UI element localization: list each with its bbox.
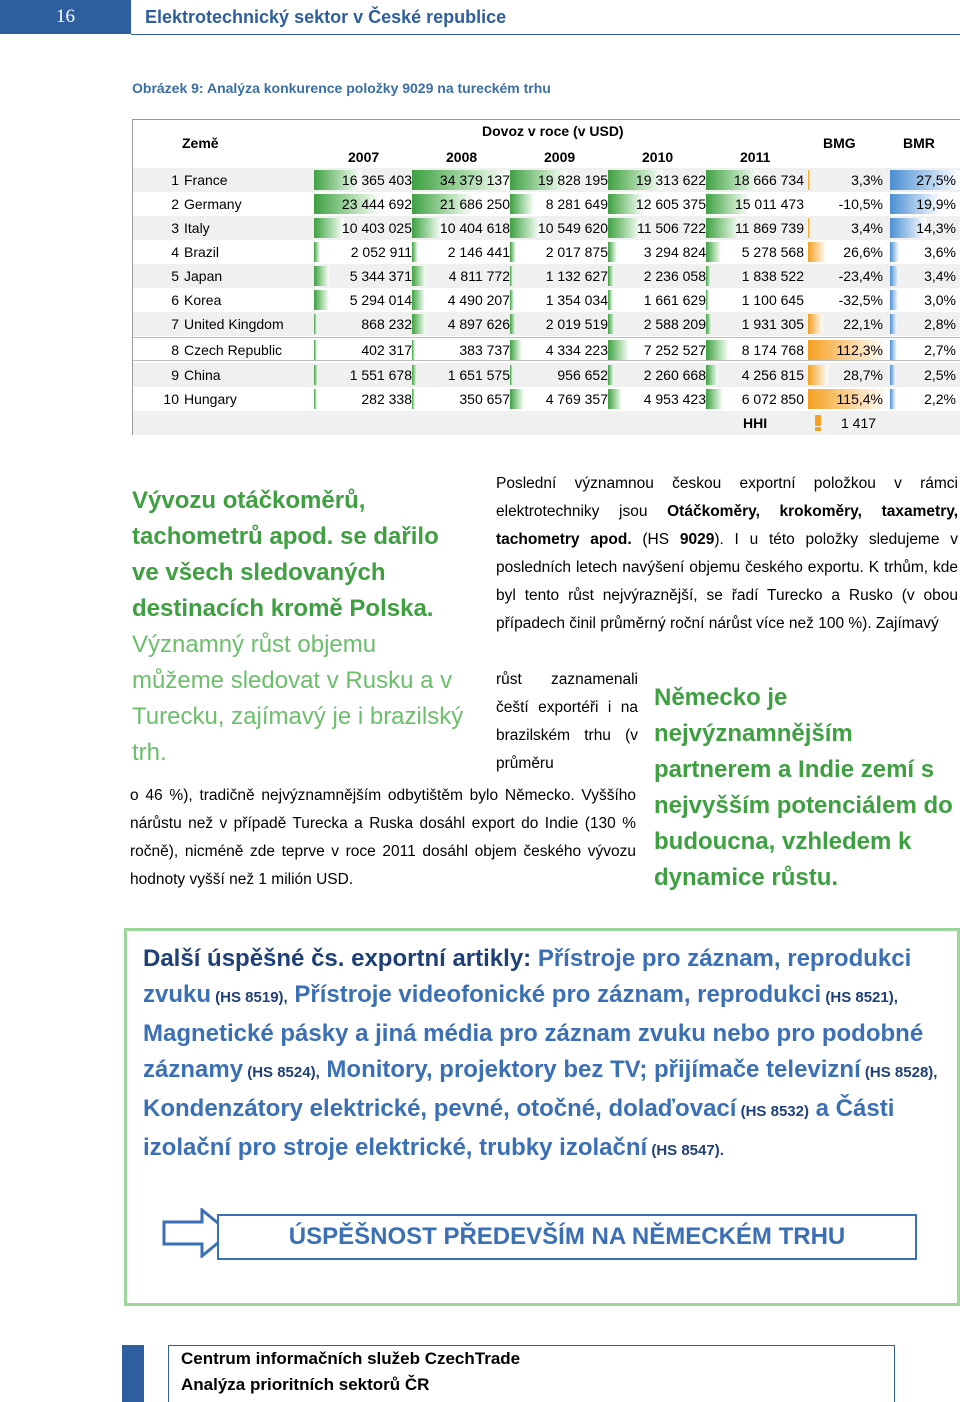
bmr-value: 3,4% <box>924 268 956 284</box>
hhi-label: HHI <box>743 415 768 431</box>
export-code: (HS 8521), <box>821 989 898 1006</box>
export-item: a Části izolační pro stroje elektrické, trubky izolační <box>143 1095 895 1161</box>
hhi-row <box>133 411 960 435</box>
import-value: 1 931 305 <box>741 316 804 332</box>
table-row <box>133 264 960 288</box>
para-bold-item: Otáčkoměry, krokoměry, taxametry, tachometry apod. <box>496 503 958 548</box>
para-text: ). I u této položky sledujeme v posledních letech navýšení objemu českého exportu. K trhům, kde byl tento růst nejvýraznější, se řadí Turecko a Rusko (v obou případech činil průměrný roční nárůst více než 100 %). Zajímavý <box>496 531 958 632</box>
export-code: (HS 8524), <box>243 1064 320 1081</box>
import-value: 8 174 768 <box>741 342 804 358</box>
export-item: Monitory, projektory bez TV; přijímače televizní <box>319 1056 861 1083</box>
paragraph-narrow: růst zaznamenali čeští exportéři i na brazilském trhu (v průměru <box>496 671 638 772</box>
table-row <box>133 216 960 240</box>
bmg-value: 115,4% <box>836 391 883 407</box>
table-row <box>133 192 960 216</box>
row-country: United Kingdom <box>184 316 284 332</box>
export-code: (HS 8528), <box>860 1064 938 1081</box>
import-value: 19 313 622 <box>635 172 706 188</box>
import-value: 1 100 645 <box>741 292 804 308</box>
import-value: 4 490 207 <box>447 292 510 308</box>
bmg-databar <box>808 218 811 238</box>
success-banner <box>217 1214 917 1260</box>
import-value: 4 953 423 <box>643 391 706 407</box>
export-code: (HS 8532) <box>736 1103 809 1120</box>
bmg-value: 3,3% <box>851 172 883 188</box>
exports-lead: Další úspěšné čs. <box>143 945 345 972</box>
import-value: 1 651 575 <box>447 367 510 383</box>
import-value: 10 403 025 <box>341 220 412 236</box>
page-header <box>0 0 960 34</box>
table-row <box>133 240 960 264</box>
import-value: 402 317 <box>361 342 412 358</box>
import-value: 15 011 473 <box>734 196 804 212</box>
import-value: 2 052 911 <box>350 244 412 260</box>
bmg-databar <box>808 170 811 190</box>
figure-caption: Obrázek 9: Analýza konkurence položky 9029 na tureckém trhu <box>132 80 551 96</box>
import-value: 2 260 668 <box>643 367 706 383</box>
import-value: 2 236 058 <box>643 268 706 284</box>
row-rank: 9 <box>171 367 179 383</box>
import-value: 2 019 519 <box>545 316 608 332</box>
paragraph-bottom: o 46 %), tradičně nejvýznamnějším odbytištěm bylo Německo. Vyššího nárůstu než v případě Turecka a Ruska dosáhl export do Indie (130 % ročně), nicméně zde teprve v roce 2011 dosáhl objem českého vývozu hodnoty vyšší než 1 milión USD. <box>130 787 636 888</box>
import-value: 1 551 678 <box>349 367 412 383</box>
row-country: China <box>184 367 221 383</box>
hhi-value: 1 417 <box>841 415 877 431</box>
export-code: (HS 8547). <box>647 1142 724 1159</box>
bmg-value: -32,5% <box>838 292 883 308</box>
import-databar <box>412 389 415 409</box>
bmr-value: 2,5% <box>924 367 956 383</box>
export-code: (HS 8519), <box>211 989 288 1006</box>
import-value: 1 132 627 <box>545 268 608 284</box>
exports-box <box>124 928 960 1306</box>
header-import: Dovoz v roce (v USD) <box>482 123 624 139</box>
para-text: Poslední významnou českou exportní položkou v rámci elektrotechniky jsou <box>496 475 958 520</box>
row-country: Hungary <box>184 391 237 407</box>
row-rank: 8 <box>171 342 179 358</box>
import-value: 868 232 <box>361 316 412 332</box>
table-row <box>133 363 960 387</box>
header-country: Země <box>182 135 219 151</box>
import-value: 5 294 014 <box>349 292 412 308</box>
callout-left-regular: Významný růst objemu můžeme sledovat v Rusku a v Turecku, zajímavý je i brazilský trh. <box>132 631 464 766</box>
import-value: 5 344 371 <box>349 268 412 284</box>
import-databar <box>706 290 709 310</box>
header-bmg: BMG <box>823 135 856 151</box>
row-rank: 3 <box>171 220 179 236</box>
bmg-value: -23,4% <box>838 268 883 284</box>
para-bold-hs: 9029 <box>679 531 715 548</box>
page-number: 16 <box>0 0 131 34</box>
import-value: 383 737 <box>459 342 510 358</box>
table-row <box>133 288 960 312</box>
export-item: Magnetické pásky a jiná média pro záznam zvuku nebo pro podobné záznamy <box>143 1020 924 1083</box>
row-rank: 10 <box>163 391 179 407</box>
import-value: 10 549 620 <box>537 220 608 236</box>
bmr-value: 19,9% <box>916 196 956 212</box>
import-value: 282 338 <box>361 391 412 407</box>
import-value: 350 657 <box>459 391 510 407</box>
import-value: 4 897 626 <box>447 316 510 332</box>
export-item: Přístroje pro záznam, reprodukci zvuku <box>143 945 912 1008</box>
import-value: 1 354 034 <box>545 292 608 308</box>
header-year-2010: 2010 <box>642 149 674 165</box>
import-value: 4 256 815 <box>741 367 804 383</box>
bmg-value: 26,6% <box>843 244 883 260</box>
row-country: Italy <box>184 220 210 236</box>
import-value: 10 404 618 <box>439 220 510 236</box>
import-value: 1 838 522 <box>741 268 804 284</box>
import-value: 11 869 739 <box>734 220 804 236</box>
bmr-value: 2,7% <box>924 342 956 358</box>
import-value: 6 072 850 <box>741 391 804 407</box>
exports-list <box>143 941 943 1169</box>
competition-table <box>132 119 960 435</box>
import-value: 1 661 629 <box>643 292 706 308</box>
row-rank: 2 <box>171 196 179 212</box>
row-country: Czech Republic <box>184 342 283 358</box>
bmr-value: 27,5% <box>916 172 956 188</box>
bmr-value: 2,2% <box>924 391 956 407</box>
import-value: 23 444 692 <box>341 196 412 212</box>
footer-line-1: Centrum informačních služeb CzechTrade <box>181 1349 521 1368</box>
warning-icon <box>811 414 825 432</box>
import-value: 19 828 195 <box>537 172 608 188</box>
import-value: 956 652 <box>557 367 608 383</box>
header-year-2007: 2007 <box>348 149 380 165</box>
import-value: 8 281 649 <box>545 196 608 212</box>
footer-accent <box>122 1345 144 1402</box>
import-value: 18 666 734 <box>733 172 804 188</box>
bmr-value: 14,3% <box>916 220 956 236</box>
para-text: (HS <box>631 531 680 548</box>
header-year-2008: 2008 <box>446 149 478 165</box>
row-country: France <box>184 172 228 188</box>
import-databar <box>412 340 415 360</box>
import-value: 2 146 441 <box>447 244 510 260</box>
import-value: 11 506 722 <box>636 220 706 236</box>
row-country: Brazil <box>184 244 220 260</box>
row-rank: 4 <box>171 244 179 260</box>
row-rank: 1 <box>171 172 179 188</box>
import-value: 12 605 375 <box>635 196 706 212</box>
import-value: 4 811 772 <box>448 268 510 284</box>
bmg-value: 22,1% <box>843 316 883 332</box>
callout-left <box>132 483 472 771</box>
import-value: 16 365 403 <box>341 172 412 188</box>
row-country: Korea <box>184 292 222 308</box>
row-rank: 5 <box>171 268 179 284</box>
import-value: 4 769 357 <box>545 391 608 407</box>
import-databar <box>510 365 513 385</box>
callout-left-bold: Vývozu otáčkoměrů, tachometrů apod. se dařilo ve všech sledovaných destinacích kromě Polska. <box>132 487 439 622</box>
import-value: 3 294 824 <box>643 244 706 260</box>
header-year-2009: 2009 <box>544 149 576 165</box>
bmg-value: 28,7% <box>843 367 883 383</box>
export-item: Kondenzátory elektrické, pevné, otočné, dolaďovací <box>143 1095 737 1122</box>
import-value: 5 278 568 <box>741 244 804 260</box>
header-rule <box>131 34 960 35</box>
import-value: 21 686 250 <box>439 196 510 212</box>
bmr-value: 3,0% <box>924 292 956 308</box>
table-row <box>133 337 960 361</box>
bmg-value: -10,5% <box>838 196 883 212</box>
table-row <box>133 168 960 192</box>
bmr-value: 2,8% <box>924 316 956 332</box>
success-text: ÚSPĚŠNOST PŘEDEVŠÍM NA NĚMECKÉM TRHU <box>288 1223 846 1250</box>
row-country: Germany <box>184 196 242 212</box>
bmg-value: 3,4% <box>851 220 883 236</box>
table-row <box>133 387 960 411</box>
header-year-2011: 2011 <box>740 149 771 165</box>
export-item: Přístroje videofonické pro záznam, reprodukci <box>287 981 822 1008</box>
exports-lead-2: exportní artikly: <box>344 945 538 972</box>
header-bmr: BMR <box>903 135 935 151</box>
import-value: 7 252 527 <box>643 342 706 358</box>
import-value: 34 379 137 <box>439 172 510 188</box>
row-rank: 7 <box>171 316 179 332</box>
page-title: Elektrotechnický sektor v České republice <box>145 7 507 27</box>
import-value: 2 017 875 <box>545 244 608 260</box>
row-rank: 6 <box>171 292 179 308</box>
import-value: 2 588 209 <box>643 316 706 332</box>
import-value: 4 334 223 <box>545 342 608 358</box>
footer-line-2: Analýza prioritních sektorů ČR <box>181 1375 430 1394</box>
row-country: Japan <box>184 268 223 284</box>
import-databar <box>510 266 513 286</box>
paragraph-intro <box>496 470 958 638</box>
table-row <box>133 312 960 336</box>
bmr-value: 3,6% <box>924 244 956 260</box>
bmg-value: 112,3% <box>836 342 883 358</box>
callout-right: Německo je nejvýznamnějším partnerem a Indie zemí s nejvyšším potenciálem do budoucna, vzhledem k dynamice růstu. <box>654 684 953 891</box>
